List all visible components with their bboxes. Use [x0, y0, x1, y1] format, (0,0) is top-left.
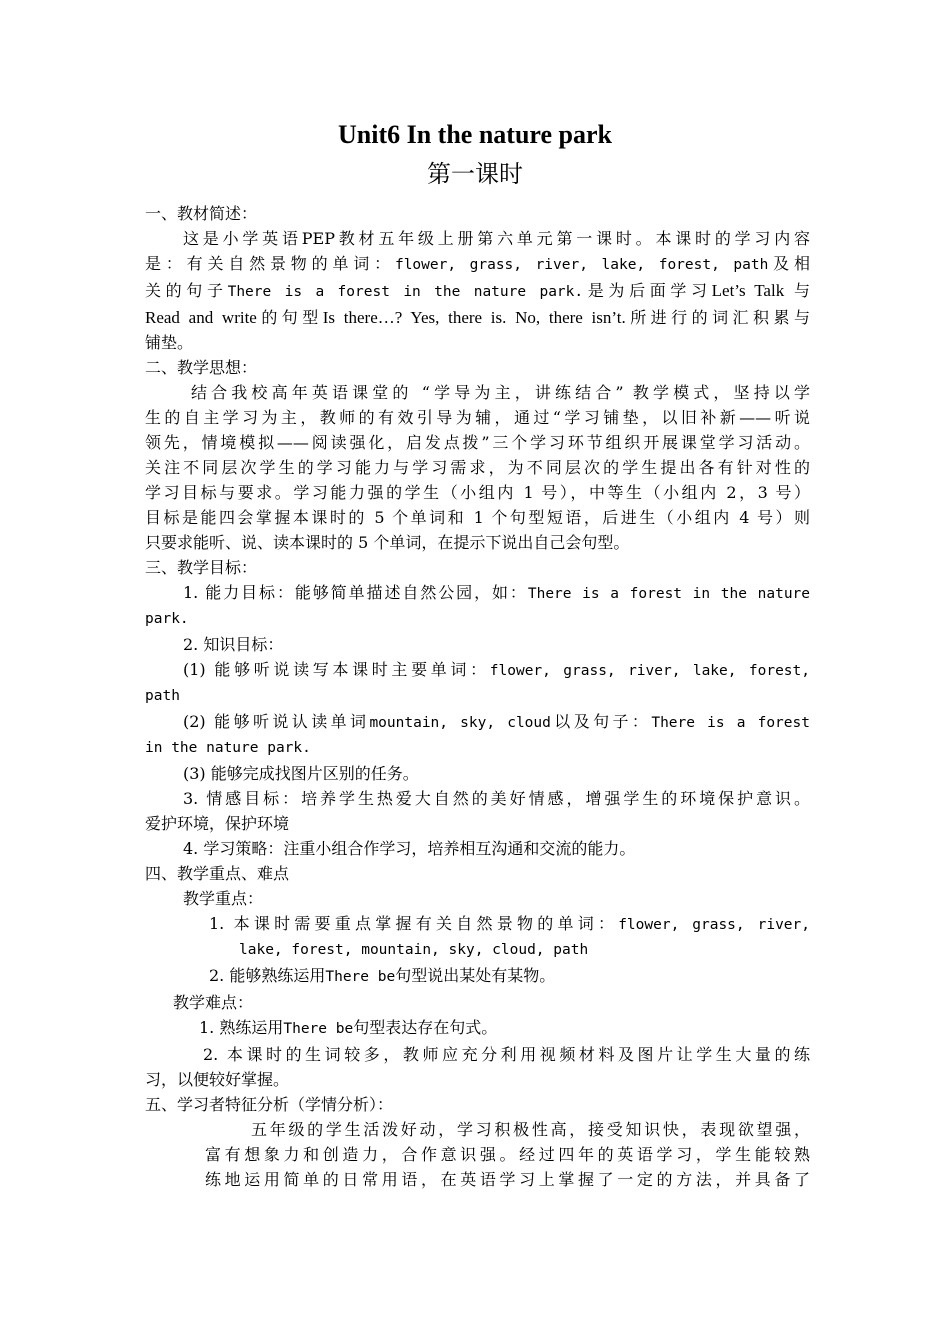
paragraph-line: park.: [145, 611, 189, 627]
document-body: [145, 201, 810, 1192]
objective-item: 3. 情感目标：培养学生热爱大自然的美好情感，增强学生的环境保护意识。: [183, 789, 810, 808]
key-point-item: 1. 本课时需要重点掌握有关自然景物的单词：flower, grass, river,: [209, 914, 810, 933]
paragraph-line: in the nature park.: [145, 740, 311, 756]
objective-item: 1. 能力目标：能够简单描述自然公园，如：There is a forest in the nature: [183, 583, 810, 602]
paragraph-line: 练地运用简单的日常用语，在英语学习上掌握了一定的方法，并具备了: [205, 1170, 810, 1189]
paragraph-line: 爱护环境，保护环境: [145, 814, 290, 833]
paragraph-line: 只要求能听、说、读本课时的 5 个单词，在提示下说出自己会句型。: [145, 533, 630, 552]
section-heading-learner-analysis: 五、学习者特征分析（学情分析）：: [145, 1095, 394, 1114]
difficulty-item: 1. 熟练运用There be句型表达存在句式。: [199, 1018, 498, 1037]
paragraph-line: 习，以便较好掌握。: [145, 1070, 290, 1089]
paragraph-line: 五年级的学生活泼好动，学习积极性高，接受知识快，表现欲望强，: [251, 1120, 810, 1139]
paragraph-line: path: [145, 688, 180, 704]
paragraph-line: 领先，情境模拟——阅读强化，启发点拨”三个学习环节组织开展课堂学习活动。: [145, 433, 810, 452]
subheading-difficulties: 教学难点：: [173, 993, 254, 1012]
sub-objective-item: (3) 能够完成找图片区别的任务。: [183, 764, 419, 783]
section-heading-overview: 一、教材简述：: [145, 204, 258, 223]
paragraph-line: lake, forest, mountain, sky, cloud, path: [239, 942, 589, 958]
paragraph-line: Read and write的句型Is there…? Yes, there is. No, there isn’t.所进行的词汇积累与: [145, 308, 810, 327]
paragraph-line: 结合我校高年英语课堂的 “学导为主，讲练结合” 教学模式，坚持以学: [191, 383, 810, 402]
paragraph-line: 学习目标与要求。学习能力强的学生（小组内 1 号），中等生（小组内 2，3 号）: [145, 483, 810, 502]
difficulty-item: 2. 本课时的生词较多，教师应充分利用视频材料及图片让学生大量的练: [203, 1045, 810, 1064]
key-point-item: 2. 能够熟练运用There be句型说出某处有某物。: [209, 966, 556, 985]
paragraph-line: 富有想象力和创造力，合作意识强。经过四年的英语学习，学生能较熟: [205, 1145, 810, 1164]
objective-item: 2. 知识目标：: [183, 635, 284, 654]
paragraph-line: 目标是能四会掌握本课时的 5 个单词和 1 个句型短语，后进生（小组内 4 号）则: [145, 508, 810, 527]
subheading-key-points: 教学重点：: [183, 889, 264, 908]
section-heading-teaching-philosophy: 二、教学思想：: [145, 358, 258, 377]
lesson-subtitle: 第一课时: [427, 160, 523, 188]
section-heading-objectives: 三、教学目标：: [145, 558, 258, 577]
document-title: Unit6 In the nature park: [337, 120, 612, 149]
paragraph-line: 关注不同层次学生的学习能力与学习需求，为不同层次的学生提出各有针对性的: [145, 458, 810, 477]
paragraph-line: 生的自主学习为主，教师的有效引导为辅，通过“学习铺垫，以旧补新——听说: [145, 408, 810, 427]
paragraph-line: 是：有关自然景物的单词：flower, grass, river, lake, forest, path及相: [145, 254, 810, 273]
paragraph-line: 这是小学英语PEP教材五年级上册第六单元第一课时。本课时的学习内容: [183, 229, 810, 248]
section-heading-key-points: 四、教学重点、难点: [145, 864, 290, 883]
sub-objective-item: (2) 能够听说认读单词mountain, sky, cloud以及句子：There is a forest: [183, 712, 810, 731]
paragraph-line: 铺垫。: [145, 333, 194, 352]
paragraph-line: 关的句子There is a forest in the nature park.是为后面学习Let’s Talk 与: [145, 281, 810, 300]
sub-objective-item: (1) 能够听说读写本课时主要单词：flower, grass, river, lake, forest,: [183, 660, 810, 679]
objective-item: 4. 学习策略：注重小组合作学习，培养相互沟通和交流的能力。: [183, 839, 636, 858]
